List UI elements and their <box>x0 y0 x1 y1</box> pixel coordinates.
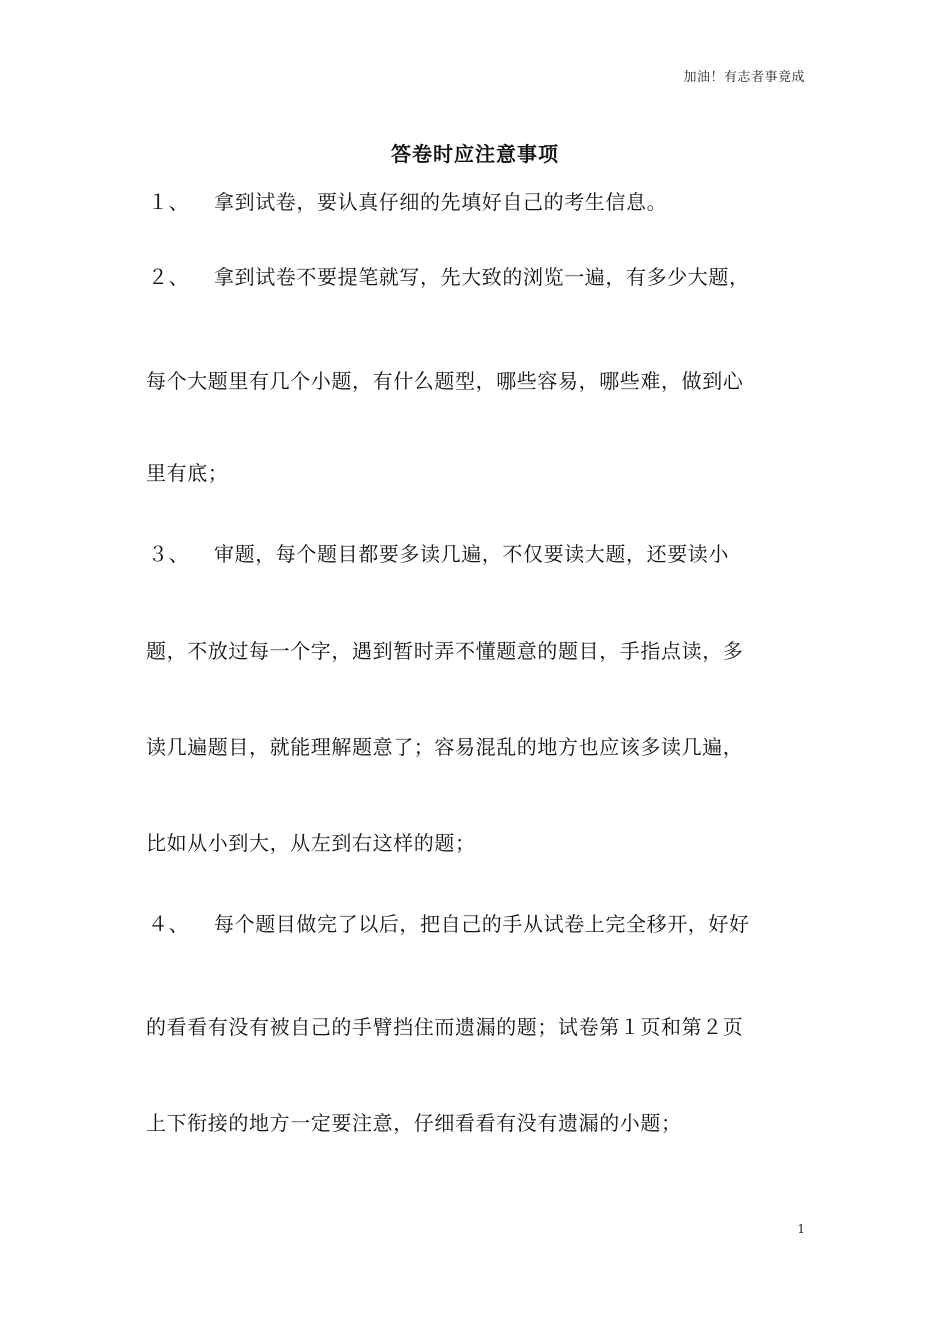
paragraph-line <box>146 733 806 761</box>
line-text: 比如从小到大，从左到右这样的题； <box>146 831 476 855</box>
paragraph-line <box>146 188 806 216</box>
paragraph-line <box>146 367 806 395</box>
line-text: 审题，每个题目都要多读几遍，不仅要读大题，还要读小 <box>214 542 729 566</box>
line-text: 每个大题里有几个小题，有什么题型，哪些容易，哪些难，做到心 <box>146 369 744 393</box>
line-text: 的看看有没有被自己的手臂挡住而遗漏的题；试卷第１页和第２页 <box>146 1015 744 1039</box>
paragraph-line <box>146 1109 806 1137</box>
header-note: 加油！有志者事竟成 <box>683 70 805 85</box>
line-text: 拿到试卷，要认真仔细的先填好自己的考生信息。 <box>214 190 668 214</box>
paragraph-line <box>146 263 806 291</box>
paragraph-line <box>146 637 806 665</box>
line-text: 拿到试卷不要提笔就写，先大致的浏览一遍，有多少大题， <box>214 265 750 289</box>
paragraph-line <box>146 910 806 938</box>
item-number: ２、 <box>148 265 190 289</box>
item-number: ３、 <box>148 542 190 566</box>
document-title: 答卷时应注意事项 <box>391 142 559 166</box>
line-text: 里有底； <box>146 461 229 485</box>
paragraph-line <box>146 1013 806 1041</box>
line-text: 每个题目做完了以后，把自己的手从试卷上完全移开，好好 <box>214 912 750 936</box>
line-text: 读几遍题目，就能理解题意了；容易混乱的地方也应该多读几遍， <box>146 735 744 759</box>
paragraph-line <box>146 459 806 487</box>
page-number: 1 <box>797 1222 805 1236</box>
line-text: 上下衔接的地方一定要注意，仔细看看有没有遗漏的小题； <box>146 1111 682 1135</box>
paragraph-line <box>146 540 806 568</box>
item-number: ４、 <box>148 912 190 936</box>
line-text: 题，不放过每一个字，遇到暂时弄不懂题意的题目，手指点读，多 <box>146 639 744 663</box>
paragraph-line <box>146 829 806 857</box>
item-number: １、 <box>148 190 190 214</box>
